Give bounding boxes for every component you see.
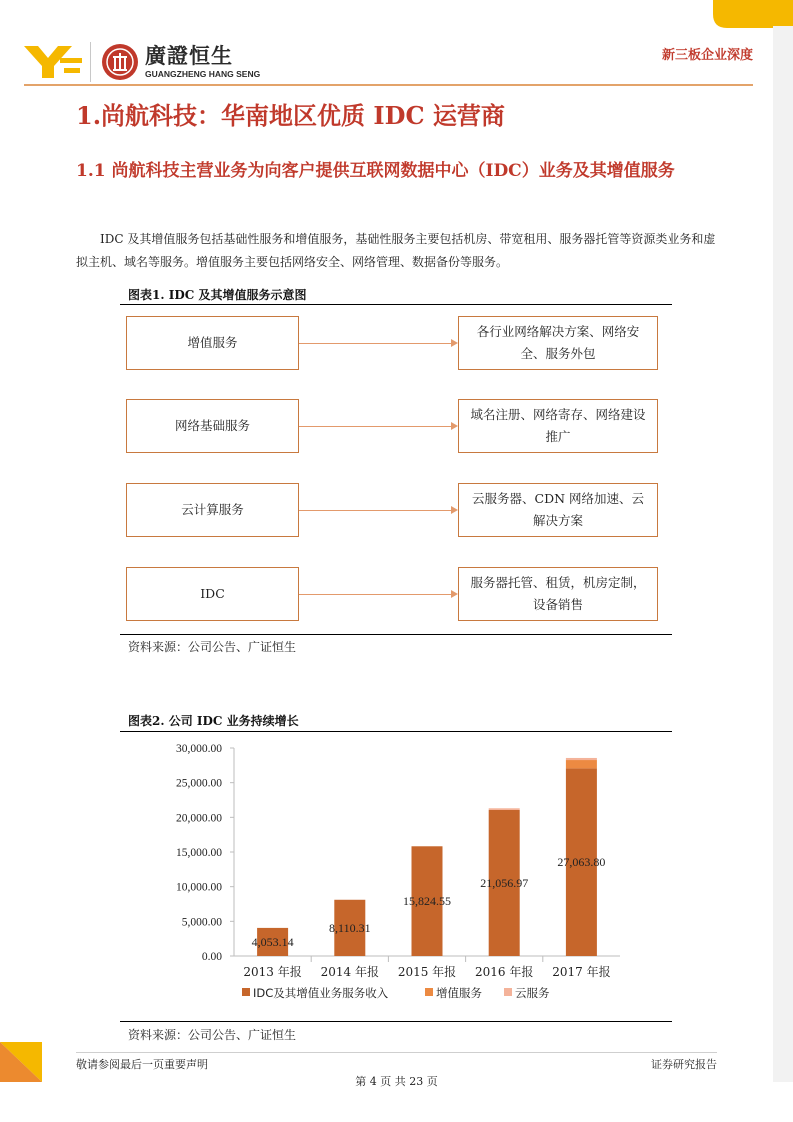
arrow-4 [299, 594, 451, 595]
x-category-label: 2017 年报 [552, 965, 611, 979]
figure1-top-rule [120, 304, 672, 305]
service-box-cloud: 云计算服务 [126, 483, 299, 537]
arrow-1 [299, 343, 451, 344]
y-tick-label: 30,000.00 [176, 743, 222, 755]
footer-report-type: 证券研究报告 [651, 1058, 717, 1071]
seal-logo-icon [101, 43, 139, 81]
brand-name-en: GUANGZHENG HANG SENG [145, 69, 261, 79]
y-tick-label: 20,000.00 [176, 812, 222, 825]
legend-swatch [242, 988, 250, 996]
figure1-title: 图表1. IDC 及其增值服务示意图 [128, 288, 307, 302]
arrow-1-head [451, 339, 458, 347]
header-divider [24, 84, 753, 86]
footer-disclaimer: 敬请参阅最后一页重要声明 [76, 1058, 208, 1071]
footer-divider [76, 1052, 717, 1053]
arrow-3 [299, 510, 451, 511]
bar-data-label: 27,063.80 [557, 855, 606, 870]
header-corner-decoration [713, 0, 793, 28]
legend-swatch [425, 988, 433, 996]
figure1-source: 资料来源：公司公告、广证恒生 [128, 640, 297, 654]
service-box-idc: IDC [126, 567, 299, 621]
figure1-bottom-rule [120, 634, 672, 635]
arrow-2 [299, 426, 451, 427]
service-box-value-added: 增值服务 [126, 316, 299, 370]
service-detail-box-2: 域名注册、网络寄存、网络建设推广 [458, 399, 658, 453]
x-category-label: 2014 年报 [320, 965, 379, 979]
y-tick-label: 25,000.00 [176, 777, 222, 790]
brand-name-cn: 廣證恒生 [145, 44, 233, 68]
logo-divider [90, 42, 91, 82]
figure2-bottom-rule [120, 1021, 672, 1022]
service-detail-box-4: 服务器托管、租赁，机房定制，设备销售 [458, 567, 658, 621]
service-detail-box-1: 各行业网络解决方案、网络安全、服务外包 [458, 316, 658, 370]
bar-data-label: 21,056.97 [480, 876, 529, 891]
service-detail-box-3: 云服务器、CDN 网络加速、云解决方案 [458, 483, 658, 537]
legend-swatch [504, 988, 512, 996]
right-side-bar [773, 26, 793, 1082]
x-category-label: 2013 年报 [243, 965, 302, 979]
x-category-label: 2015 年报 [397, 965, 457, 979]
ye-logo-icon [24, 44, 82, 80]
subsection-heading: 1.1 尚航科技主营业务为向客户提供互联网数据中心（IDC）业务及其增值服务 [76, 161, 675, 181]
arrow-4-head [451, 590, 458, 598]
legend-label: 增值服务 [436, 986, 482, 1000]
bar-data-label: 15,824.55 [403, 894, 451, 909]
arrow-3-head [451, 506, 458, 514]
y-tick-label: 0.00 [201, 951, 222, 963]
figure2-source: 资料来源：公司公告、广证恒生 [128, 1028, 297, 1042]
x-category-label: 2016 年报 [475, 965, 534, 979]
y-tick-label: 5,000.00 [181, 916, 222, 929]
section-heading: 1.尚航科技：华南地区优质 IDC 运营商 [76, 101, 505, 130]
y-tick-label: 10,000.00 [176, 881, 222, 894]
y-tick-label: 15,000.00 [176, 847, 222, 859]
bar-cloud [566, 758, 597, 760]
bar-data-label: 8,110.31 [329, 920, 371, 935]
bar-value-added [566, 760, 597, 768]
figure2-title: 图表2. 公司 IDC 业务持续增长 [128, 714, 299, 728]
service-box-network-basic: 网络基础服务 [126, 399, 299, 453]
intro-paragraph: IDC 及其增值服务包括基础性服务和增值服务，基础性服务主要包括机房、带宽租用、服务器托管等资源类业务和虚拟主机、域名等服务。增值服务主要包括网络安全、网络管理、数据备份等服务。 [76, 232, 716, 269]
legend-label: 云服务 [515, 986, 550, 1000]
company-logo [24, 38, 260, 86]
page-number: 第 4 页 共 23 页 [355, 1075, 438, 1088]
idc-revenue-bar-chart [120, 735, 672, 1020]
legend-label: IDC及其增值业务服务收入 [253, 986, 389, 1000]
bar-data-label: 4,053.14 [251, 934, 294, 949]
figure2-top-rule [120, 731, 672, 732]
bar-cloud [489, 808, 520, 810]
report-type-label: 新三板企业深度 [661, 48, 753, 63]
arrow-2-head [451, 422, 458, 430]
